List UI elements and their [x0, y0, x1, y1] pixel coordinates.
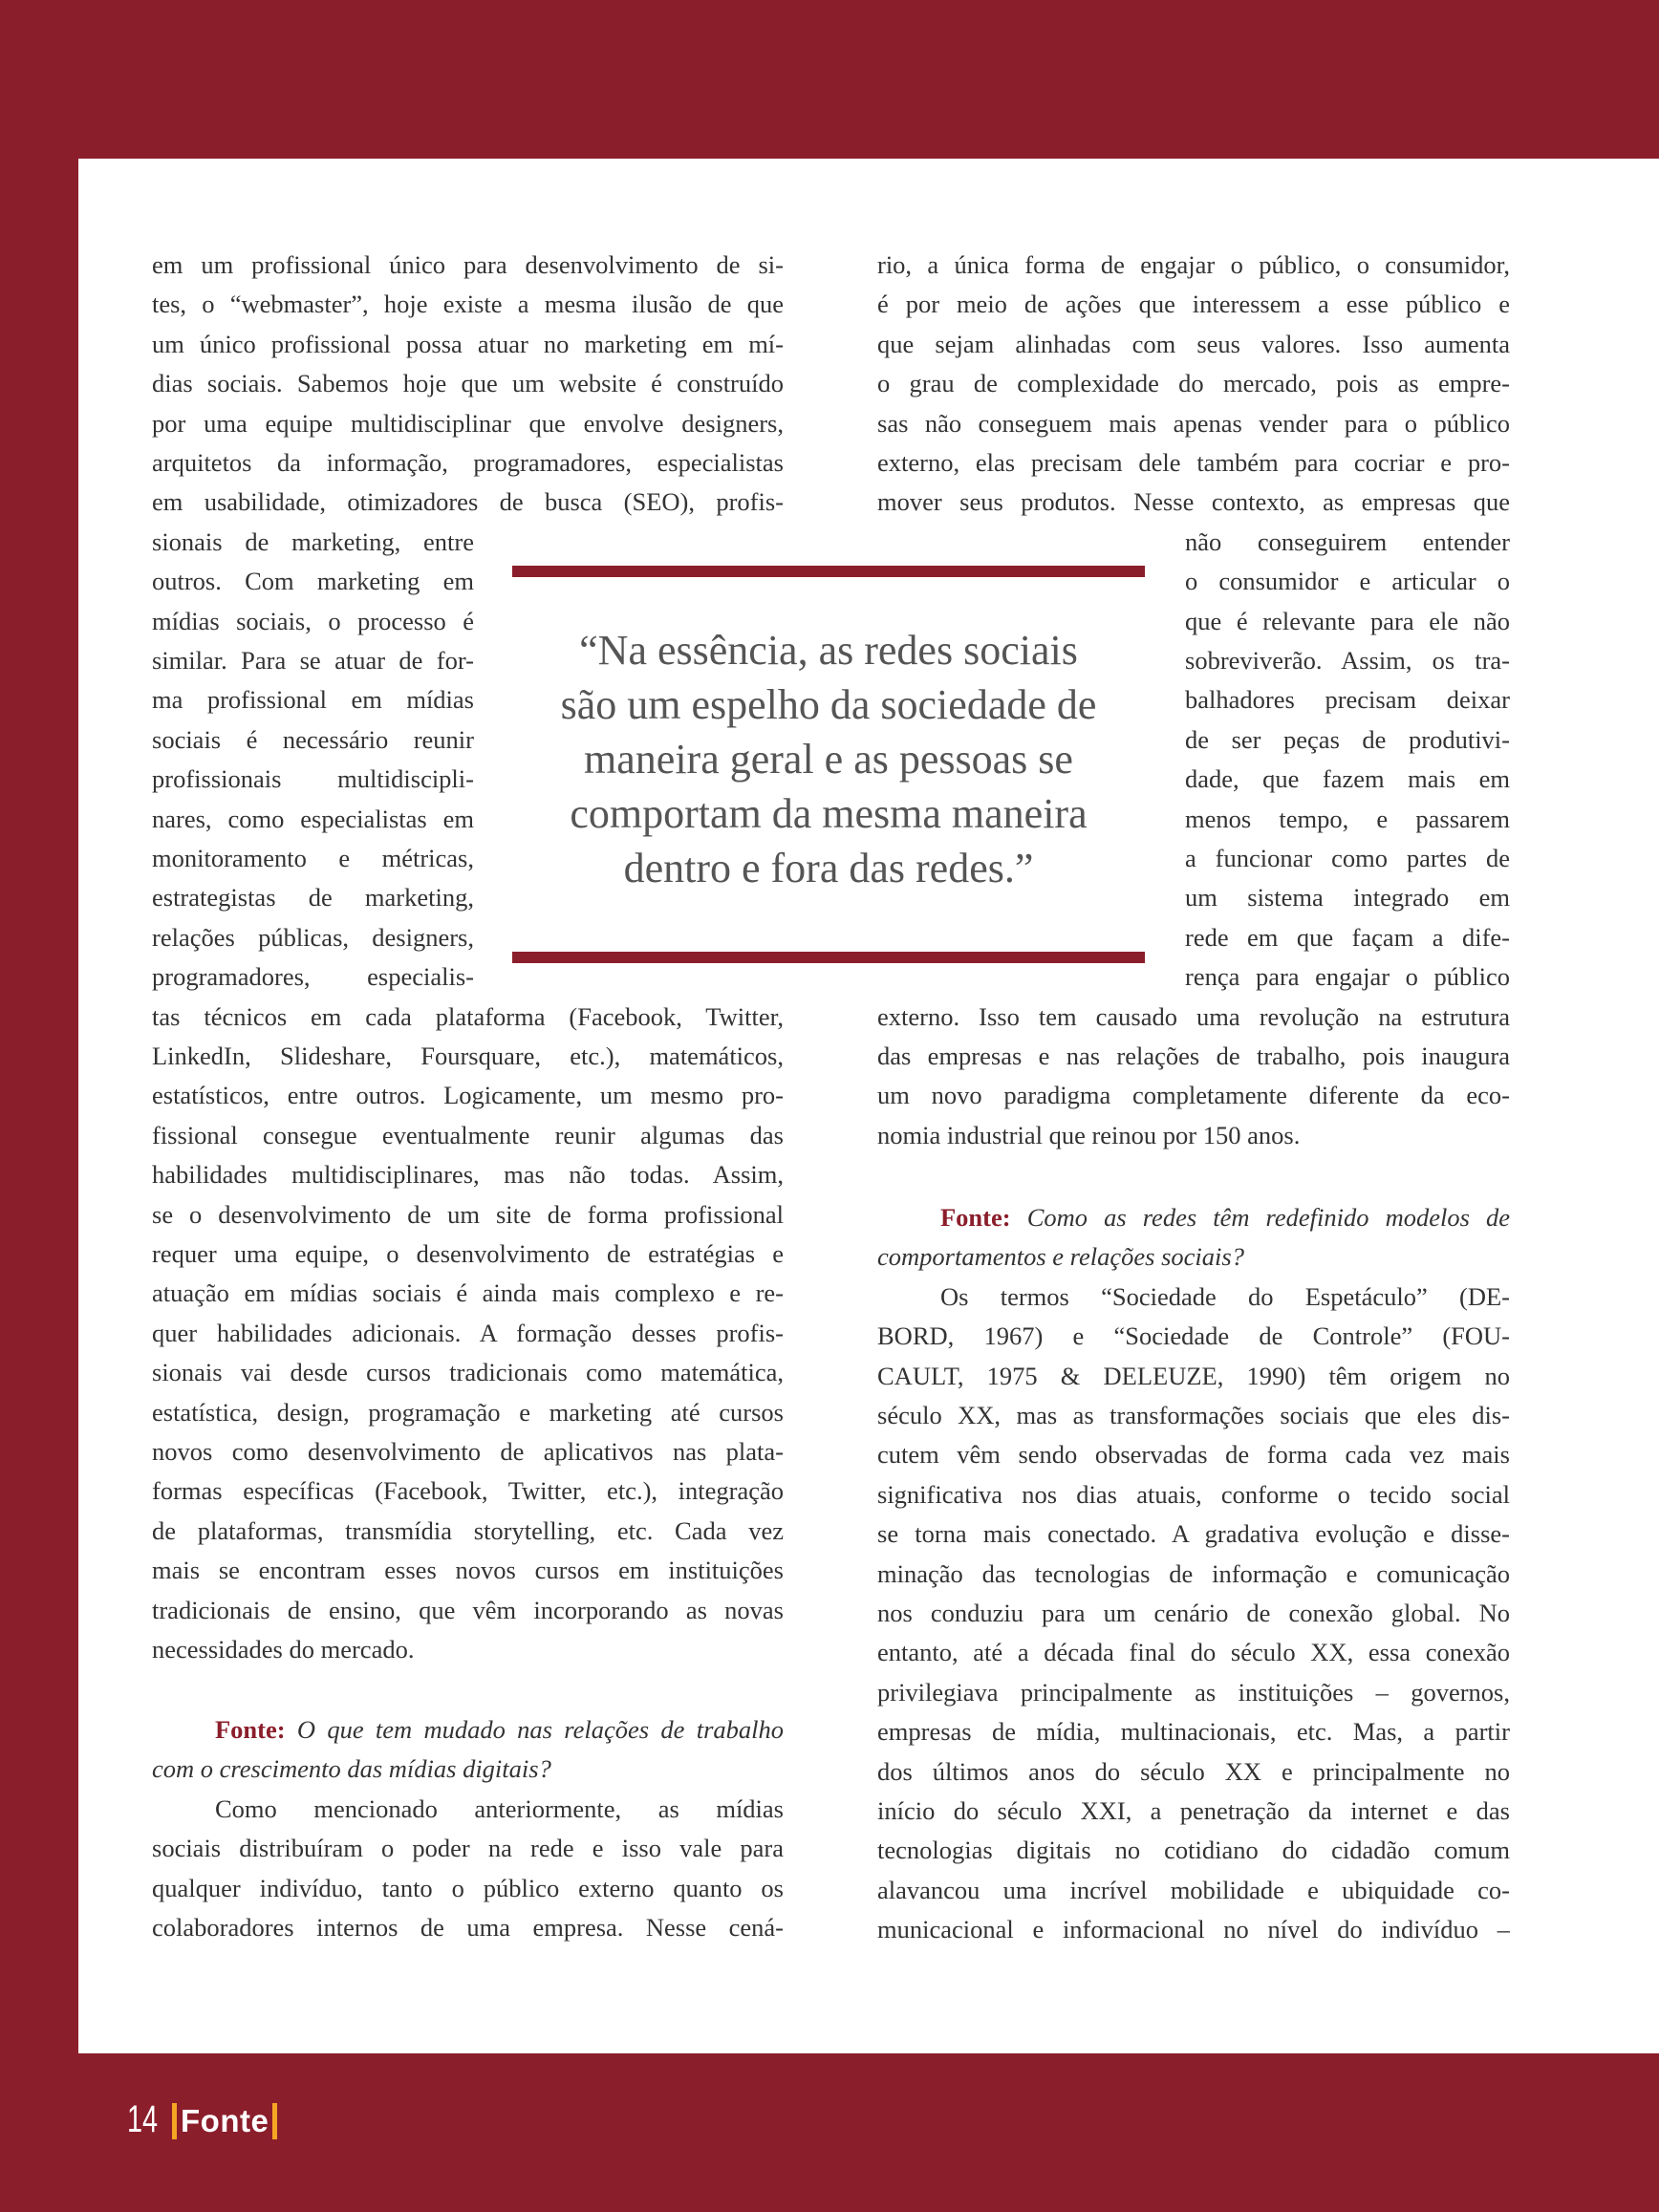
body-text-line: CAULT, 1975 & DELEUZE, 1990) têm origem no [877, 1361, 1510, 1390]
body-text-line: similar. Para se atuar de for- [152, 646, 474, 675]
body-text-line: a funcionar como partes de [1185, 844, 1510, 872]
pull-quote-line: são um espelho da sociedade de [560, 681, 1097, 728]
question-text: Como as redes têm redefinido modelos de [1026, 1203, 1510, 1232]
body-text-line: programadores, especialis- [152, 962, 474, 992]
pull-quote-line: “Na essência, as redes sociais [579, 627, 1078, 674]
body-text-line: sas não conseguem mais apenas vender para o público [877, 408, 1510, 438]
body-text-line: rio, a única forma de engajar o público, o consumidor, [877, 250, 1510, 279]
logo-bar-right [272, 2103, 277, 2139]
body-text-line: Como mencionado anteriormente, as mídias [215, 1793, 784, 1823]
body-text-line: não conseguirem entender [1185, 526, 1510, 556]
body-text-line: dade, que fazem mais em [1185, 764, 1510, 794]
body-text-line: mais se encontram esses novos cursos em instituições [152, 1556, 784, 1585]
pull-quote-top-rule [512, 566, 1145, 577]
body-text-line: minação das tecnologias de informação e comunicação [877, 1558, 1510, 1588]
body-text-line: de ser peças de produtivi- [1185, 724, 1510, 754]
body-text-line: que sejam alinhadas com seus valores. Isso aumenta [877, 329, 1510, 358]
body-text-line: fissional consegue eventualmente reunir algumas das [152, 1120, 784, 1149]
body-text-line: sionais vai desde cursos tradicionais como matemática, [152, 1358, 784, 1387]
body-text-line: alavancou uma incrível mobilidade e ubiquidade co- [877, 1875, 1510, 1904]
body-text-line: novos como desenvolvimento de aplicativos nas plata- [152, 1437, 784, 1466]
body-text-line: Os termos “Sociedade do Espetáculo” (DE- [940, 1281, 1510, 1311]
body-text-line: se o desenvolvimento de um site de forma profissional [152, 1199, 784, 1229]
body-text-line: municacional e informacional no nível do indivíduo – [877, 1915, 1510, 1944]
body-text-line: que é relevante para ele não [1185, 606, 1510, 635]
body-text-line: BORD, 1967) e “Sociedade de Controle” (FOU- [877, 1321, 1510, 1351]
question-label: Fonte: [215, 1715, 286, 1744]
body-text-line: em um profissional único para desenvolvimento de si- [152, 250, 784, 279]
body-text-line: dias sociais. Sabemos hoje que um website é construído [152, 369, 784, 398]
body-text-line: empresas de mídia, multinacionais, etc. Mas, a partir [877, 1717, 1510, 1747]
body-text-line: arquitetos da informação, programadores, especialistas [152, 448, 784, 477]
question-text: O que tem mudado nas relações de trabalho [296, 1715, 784, 1744]
body-text-line: ma profissional em mídias [152, 685, 474, 715]
body-text-line: externo, elas precisam dele também para cocriar e pro- [877, 448, 1510, 477]
body-text-line: mover seus produtos. Nesse contexto, as empresas que [877, 487, 1510, 517]
body-text-line: estatística, design, programação e marketing até cursos [152, 1397, 784, 1427]
page-number: 14 [127, 2098, 159, 2140]
body-text-line: entanto, até a década final do século XX, essa conexão [877, 1638, 1510, 1667]
body-text-line: rença para engajar o público [1185, 962, 1510, 992]
body-text-line: tes, o “webmaster”, hoje existe a mesma ilusão de que [152, 290, 784, 319]
pull-quote-line: maneira geral e as pessoas se [584, 736, 1073, 783]
body-text-line: rede em que façam a dife- [1185, 922, 1510, 952]
body-text-line: requer uma equipe, o desenvolvimento de estratégias e [152, 1239, 784, 1268]
body-text-line: um único profissional possa atuar no marketing em mí- [152, 329, 784, 358]
pull-quote-bottom-rule [512, 952, 1145, 963]
body-text-line: cutem vêm sendo observadas de forma cada vez mais [877, 1440, 1510, 1470]
question-line [215, 1710, 784, 1750]
body-text-line: estrategistas de marketing, [152, 883, 474, 913]
body-text-line: mídias sociais, o processo é [152, 606, 474, 635]
body-text-line: por uma equipe multidisciplinar que envolve designers, [152, 408, 784, 438]
body-text-line: nomia industrial que reinou por 150 anos. [877, 1120, 1301, 1149]
body-text-line: de plataformas, transmídia storytelling, etc. Cada vez [152, 1515, 784, 1545]
body-text-line: quer habilidades adicionais. A formação desses profis- [152, 1318, 784, 1347]
body-text-line: o grau de complexidade do mercado, pois as empre- [877, 369, 1510, 398]
body-text-line: um sistema integrado em [1185, 883, 1510, 913]
body-text-line: estatísticos, entre outros. Logicamente, um mesmo pro- [152, 1081, 784, 1110]
body-text-line: privilegiava principalmente as instituições – governos, [877, 1677, 1510, 1707]
body-text-line: outros. Com marketing em [152, 567, 474, 596]
body-text-line: externo. Isso tem causado uma revolução na estrutura [877, 1001, 1510, 1031]
body-text-line: início do século XXI, a penetração da internet e das [877, 1796, 1510, 1825]
body-text-line: em usabilidade, otimizadores de busca (SEO), profis- [152, 487, 784, 517]
body-text-line: monitoramento e métricas, [152, 844, 474, 872]
body-text-line: século XX, mas as transformações sociais que eles dis- [877, 1401, 1510, 1429]
body-text-line: tradicionais de ensino, que vêm incorporando as novas [152, 1595, 784, 1624]
logo-text: Fonte [181, 2103, 269, 2138]
body-text-line: profissionais multidiscipli- [152, 764, 474, 794]
body-text-line: necessidades do mercado. [152, 1635, 415, 1664]
body-text-line: sobreviverão. Assim, os tra- [1185, 646, 1510, 675]
body-text-line: tecnologias digitais no cotidiano do cidadão comum [877, 1836, 1510, 1865]
body-text-line: habilidades multidisciplinares, mas não todas. Assim, [152, 1160, 784, 1190]
magazine-logo [172, 2102, 277, 2140]
body-text-line: qualquer indivíduo, tanto o público externo quanto os [152, 1873, 784, 1902]
body-text-line: sociais distribuíram o poder na rede e isso vale para [152, 1834, 784, 1863]
body-text-line: atuação em mídias sociais é ainda mais complexo e re- [152, 1278, 784, 1308]
body-text-line: se torna mais conectado. A gradativa evolução e disse- [877, 1519, 1510, 1549]
body-text-line: sociais é necessário reunir [152, 724, 474, 754]
body-text-line: LinkedIn, Slideshare, Foursquare, etc.), matemáticos, [152, 1042, 784, 1070]
body-text-line: nos conduziu para um cenário de conexão global. No [877, 1599, 1510, 1627]
body-text-line: é por meio de ações que interessem a esse público e [877, 290, 1510, 319]
body-text-line: significativa nos dias atuais, conforme o tecido social [877, 1479, 1510, 1509]
body-text-line: dos últimos anos do século XX e principalmente no [877, 1756, 1510, 1786]
body-text-line: nares, como especialistas em [152, 804, 474, 833]
body-text-line: formas específicas (Facebook, Twitter, etc.), integração [152, 1476, 784, 1506]
body-text-line: um novo paradigma completamente diferente da eco- [877, 1081, 1510, 1110]
question-text: com o crescimento das mídias digitais? [152, 1754, 551, 1784]
body-text-line: sionais de marketing, entre [152, 526, 474, 556]
body-text-line: colaboradores internos de uma empresa. Nesse cená- [152, 1913, 784, 1942]
body-text-line: relações públicas, designers, [152, 922, 474, 952]
question-line [940, 1198, 1510, 1237]
body-text-line: das empresas e nas relações de trabalho, pois inaugura [877, 1042, 1510, 1070]
pull-quote-line: comportam da mesma maneira [570, 790, 1088, 837]
body-text-line: menos tempo, e passarem [1185, 804, 1510, 833]
body-text-line: o consumidor e articular o [1185, 567, 1510, 596]
question-text: comportamentos e relações sociais? [877, 1242, 1244, 1272]
body-text-line: balhadores precisam deixar [1185, 685, 1510, 715]
body-text-line: tas técnicos em cada plataforma (Facebook, Twitter, [152, 1001, 784, 1031]
pull-quote-line: dentro e fora das redes.” [623, 845, 1034, 891]
question-label: Fonte: [940, 1203, 1011, 1232]
